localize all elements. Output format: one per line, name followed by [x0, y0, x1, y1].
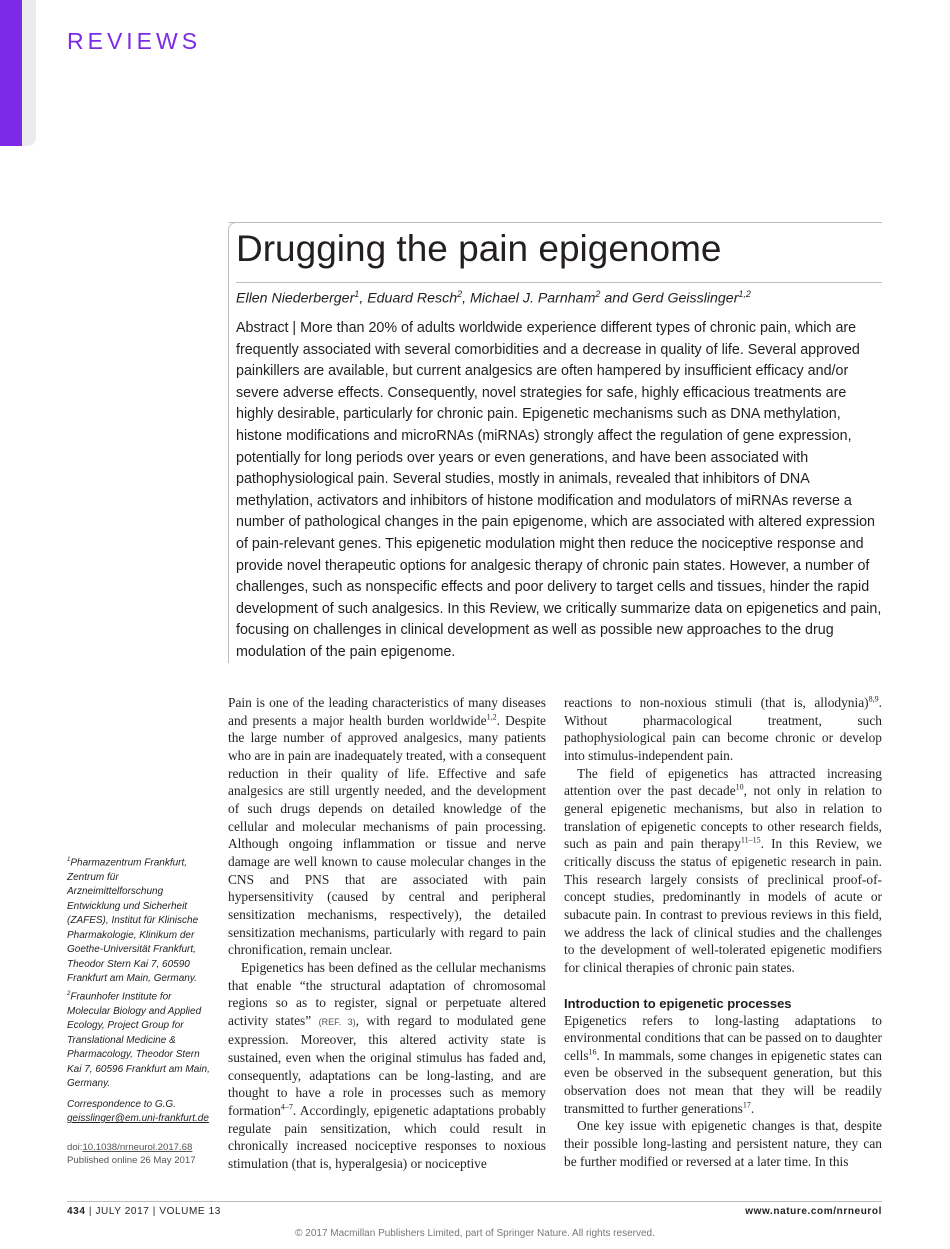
affiliation-marker: 1: [67, 857, 71, 863]
title-top-rule: [228, 222, 882, 223]
abstract: Abstract | More than 20% of adults worldwide experience different types of chronic pain, which are frequently associated with several comorbidities and a decrease in quality of life. Several approved painkillers are available, but current analgesics are often hampered by insufficient efficacy and/or severe adverse effects. Consequently, novel strategies for safe, highly efficacious treatments are highly desirable, particularly for chronic pain. Epigenetic mechanisms such as DNA methylation, histone modifications and microRNAs (miRNAs) strongly affect the regulation of gene expression, potentially for long periods over years or even generations, and have been associated with pathophysiological pain. Several studies, mostly in animals, revealed that inhibitors of DNA methylation, activators and inhibitors of histone modification and modulators of miRNAs reverse a number of pathological changes in the pain epigenome, which are associated with altered expression of pain-relevant genes. This epigenetic modulation might then reduce the nociceptive response and provide novel therapeutic options for analgesic therapy of chronic pain states. However, a number of challenges, such as nonspecific effects and poor delivery to target cells and tissues, hinder the rapid development of such analgesics. In this Review, we critically summarize data on epigenetics and pain, focusing on challenges in clinical development as well as possible new approaches to the drug modulation of the pain epigenome.: [236, 320, 882, 660]
citation-link[interactable]: 4–7: [280, 1102, 293, 1112]
citation-link[interactable]: 10: [735, 782, 744, 792]
issue-info: | JULY 2017 | VOLUME 13: [85, 1206, 221, 1217]
paragraph-text: , with regard to modulated gene expression. Moreover, this altered activity state is sustained, even when the original stimulus has faded and, consequently, adaptations can be long-lasting, and are thought to have a role in processes such as memory formation: [228, 1012, 546, 1119]
author-affil-marker: 2: [595, 289, 601, 299]
paragraph: [228, 959, 546, 1173]
author-name: Eduard Resch: [367, 290, 458, 307]
author-name: Michael J. Parnham: [470, 290, 596, 307]
doi-block: [67, 1141, 227, 1167]
paragraph-text: reactions to non-noxious stimuli (that is, allodynia): [564, 695, 869, 710]
body-column-1: [228, 694, 546, 1173]
author-separator: ,: [359, 290, 368, 307]
article-title: Drugging the pain epigenome: [236, 228, 722, 269]
paragraph-text: Epigenetics refers to long-lasting adaptations to environmental conditions that can be passed on to daughter cells: [564, 1012, 882, 1063]
published-date: Published online 26 May 2017: [67, 1155, 196, 1166]
correspondence: [67, 1098, 215, 1127]
paragraph: [564, 1012, 882, 1118]
author-affil-marker: 1: [354, 289, 360, 299]
citation-link[interactable]: 1,2: [486, 712, 497, 722]
paragraph-text: . Accordingly, epigenetic adaptations probably regulate pain sensitization, which could result in chronically increased nociceptive responses to noxious stimulation (that is, hyperalgesia) or nociceptive: [228, 1103, 546, 1172]
correspondence-label: Correspondence to G.G.: [67, 1098, 176, 1110]
paragraph: One key issue with epigenetic changes is that, despite their possible long-lasting and persistent nature, they can be further modified or reversed at a later time. In this: [564, 1118, 882, 1169]
paragraph: [564, 765, 882, 977]
affiliations: [67, 853, 215, 1127]
reference-link[interactable]: (REF. 3): [318, 1016, 356, 1027]
doi-prefix: doi:: [67, 1142, 83, 1153]
section-heading: Introduction to epigenetic processes: [564, 995, 792, 1011]
section-accent-shadow: [22, 0, 36, 146]
citation-link[interactable]: 11–15: [740, 835, 761, 845]
author-separator: and: [600, 290, 632, 307]
doi-link[interactable]: 10.1038/nrneurol.2017.68: [82, 1142, 193, 1153]
affiliation-marker: 2: [67, 990, 71, 997]
paragraph-text: , not only in relation to general epigenetic mechanisms, but also in relation to translation of epigenetic concepts to other research fields, such as pain and pain therapy: [564, 783, 882, 852]
correspondence-email-link[interactable]: geisslinger@em.uni-frankfurt.de: [67, 1113, 209, 1125]
page-number: 434: [67, 1206, 86, 1217]
citation-link[interactable]: 8,9: [868, 694, 879, 704]
footer-issue-info: [67, 1206, 221, 1217]
paragraph: [564, 694, 882, 765]
author-name: Gerd Geisslinger: [631, 290, 739, 307]
section-accent-bar: [0, 0, 22, 146]
section-label: REVIEWS: [67, 28, 202, 54]
citation-link[interactable]: 16: [588, 1047, 597, 1057]
paragraph: [228, 694, 546, 959]
citation-link[interactable]: 17: [742, 1100, 751, 1110]
author-affil-marker: 2: [457, 289, 463, 299]
paragraph-text: . Despite the large number of approved analgesics, many patients who are in pain are inadequately treated, with a consequent reduction in their quality of life. Effective and safe analgesics are still urgently needed, and the development of such drugs depends on detailed knowledge of the cellular and molecular mechanisms of pain processing. Although ongoing inflammation or tissue and nerve damage are well known to cause molecular changes in the CNS and PNS that are associated with pain hypersensitivity (caused by central and peripheral sensitization mechanisms, respectively), the detailed sensitization mechanisms, particularly with regard to pain chronification, remain unclear.: [228, 712, 546, 958]
paragraph-text: Pain is one of the leading characteristics of many diseases and presents a major health burden worldwide: [228, 695, 546, 728]
affiliation-1: [67, 853, 215, 987]
copyright-notice: © 2017 Macmillan Publishers Limited, part of Springer Nature. All rights reserved.: [295, 1228, 655, 1239]
author-affil-marker: 1,2: [738, 289, 751, 299]
paragraph-text: . Without pharmacological treatment, such pathophysiological pain can become chronic or develop into stimulus-independent pain.: [564, 695, 882, 763]
paragraph-text: The field of epigenetics has attracted increasing attention over the past decade: [564, 765, 882, 799]
paragraph-text: Epigenetics has been defined as the cellular mechanisms that enable “the structural adaptation of chromosomal regions so as to register, signal or perpetuate altered activity states”: [228, 959, 546, 1028]
author-separator: ,: [462, 290, 471, 307]
body-column-2: [564, 694, 882, 1170]
paragraph-text: .: [750, 1100, 755, 1116]
journal-url-link[interactable]: www.nature.com/nrneurol: [745, 1206, 882, 1217]
paragraph-text: . In mammals, some changes in epigenetic states can even be observed in the subsequent generation, but this observation does not mean that they will be readily transmitted to further generations: [564, 1047, 882, 1116]
affiliation-text: Fraunhofer Institute for Molecular Biology and Applied Ecology, Project Group for Translational Medicine & Pharmacology, Theodor Stern Kai 7, 60596 Frankfurt am Main, Germany.: [67, 991, 210, 1090]
author-name: Ellen Niederberger: [236, 290, 355, 307]
author-list: [236, 289, 882, 307]
affiliation-text: Pharmazentrum Frankfurt, Zentrum für Arzneimittelforschung Entwicklung und Sicherheit (ZAFES), Institut für Klinische Pharmakologie, Klinikum der Goethe-Universität Frankfurt, Theodor Stern Kai 7, 60590 Frankfurt am Main, Germany.: [67, 857, 199, 985]
doi-line: [67, 1141, 227, 1154]
title-divider: [236, 282, 882, 283]
footer-divider: [67, 1201, 882, 1202]
affiliation-2: [67, 987, 215, 1092]
paragraph-text: . In this Review, we critically discuss the status of epigenetic research in pain. This research largely consists of preclinical proof-of-concept studies, predominantly in models of acute or subacute pain. In contrast to previous reviews in this field, we address the lack of clinical studies and the challenges to the development of well-tolerated epigenetic modifiers for clinical therapies of chronic pain states.: [564, 836, 882, 975]
